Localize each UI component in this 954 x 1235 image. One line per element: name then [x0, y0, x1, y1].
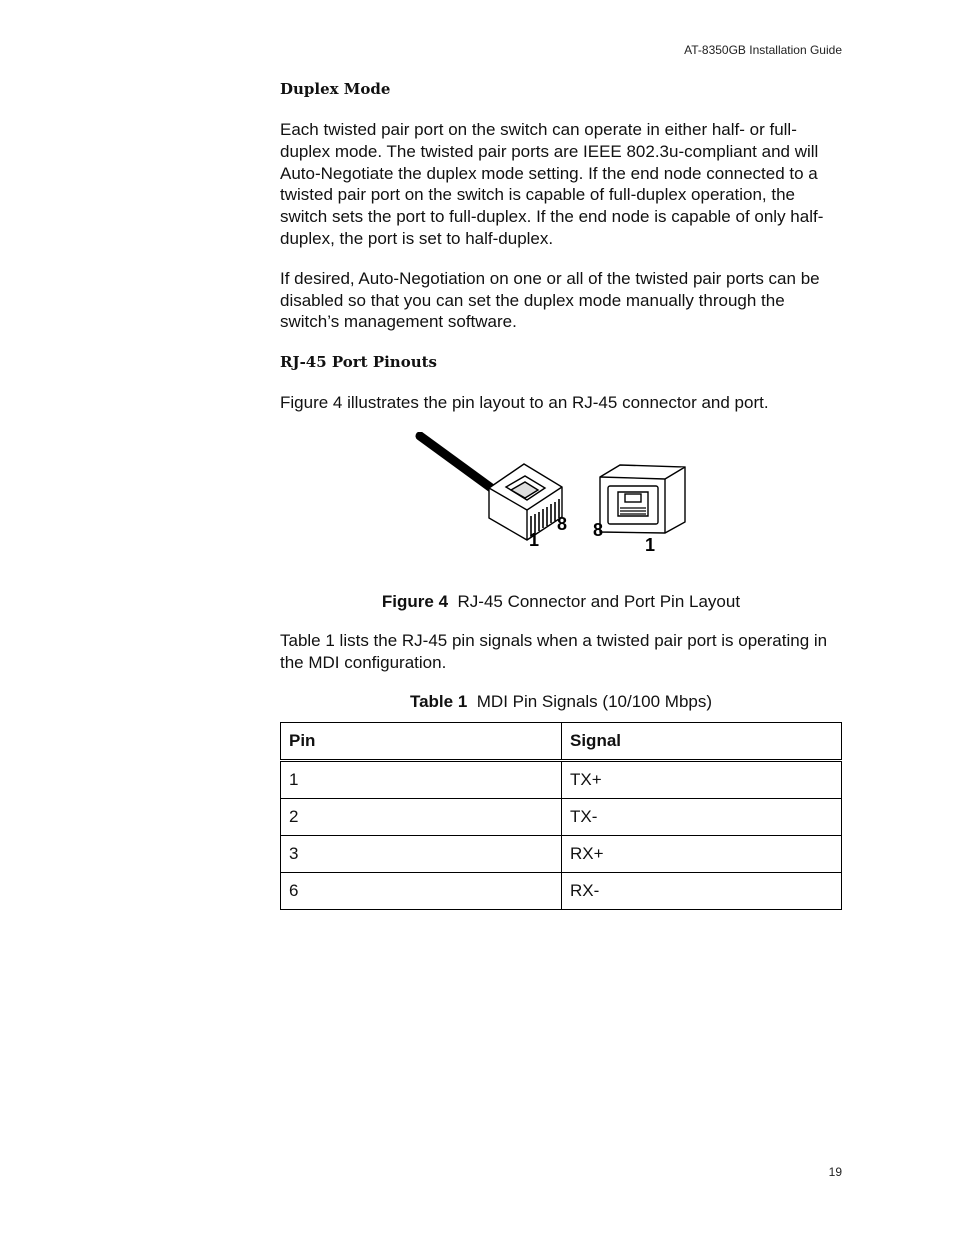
signal-cell: RX+: [562, 835, 842, 872]
rj45-plug-icon: [489, 464, 562, 540]
duplex-mode-heading: Duplex Mode: [280, 80, 391, 98]
table-header-row: [281, 722, 842, 760]
pin-cell: 1: [281, 760, 562, 798]
table-caption: [280, 692, 842, 712]
rj45-pinouts-heading: RJ-45 Port Pinouts: [280, 353, 437, 372]
duplex-paragraph-1: Each twisted pair port on the switch can operate in either half- or full-duplex mode. The twisted pair ports are IEEE 802.3u-compliant and will Auto-Negotiate the duplex mode setting. If the end node connected to a twisted pair port on the switch is capable of full-duplex operation, the switch sets the port to full-duplex. If the end node is capable of only half-duplex, the port is set to half-duplex.: [280, 120, 824, 248]
table-row: [281, 835, 842, 872]
plug-pin-first-label: 1: [529, 529, 540, 550]
table-caption-text: MDI Pin Signals (10/100 Mbps): [476, 691, 713, 711]
figure-caption-text: RJ-45 Connector and Port Pin Layout: [457, 591, 741, 611]
rj45-port-icon: [600, 465, 685, 533]
plug-pin-last-label: 8: [557, 513, 568, 534]
port-pin-first-label: 8: [593, 519, 604, 540]
table-row: [281, 872, 842, 909]
pin-cell: 2: [281, 798, 562, 835]
rj45-illustration: [280, 432, 842, 567]
pin-cell: 6: [281, 872, 562, 909]
figure-label: Figure 4: [381, 591, 449, 611]
page-number: 19: [828, 1165, 842, 1179]
duplex-paragraph-2: If desired, Auto-Negotiation on one or all of the twisted pair ports can be disabled so that you can set the duplex mode manually through the switch’s management software.: [280, 268, 820, 332]
table-intro-paragraph: Table 1 lists the RJ-45 pin signals when a twisted pair port is operating in the MDI configuration.: [280, 630, 828, 672]
signal-cell: RX-: [562, 872, 842, 909]
port-pin-last-label: 1: [645, 534, 656, 555]
signal-cell: TX-: [562, 798, 842, 835]
column-header-pin: Pin: [281, 722, 562, 760]
running-header: AT-8350GB Installation Guide: [684, 43, 842, 57]
rj45-intro-paragraph: Figure 4 illustrates the pin layout to an RJ-45 connector and port.: [280, 393, 769, 413]
column-header-signal: Signal: [562, 722, 842, 760]
cable-icon: [420, 436, 494, 490]
table-row: [281, 760, 842, 798]
signal-cell: TX+: [562, 760, 842, 798]
mdi-pin-signals-table: [280, 722, 842, 910]
pin-cell: 3: [281, 835, 562, 872]
table-label: Table 1: [409, 691, 468, 711]
table-row: [281, 798, 842, 835]
rj45-figure: [280, 432, 842, 567]
figure-caption: [280, 592, 842, 612]
page-content: [280, 78, 842, 910]
